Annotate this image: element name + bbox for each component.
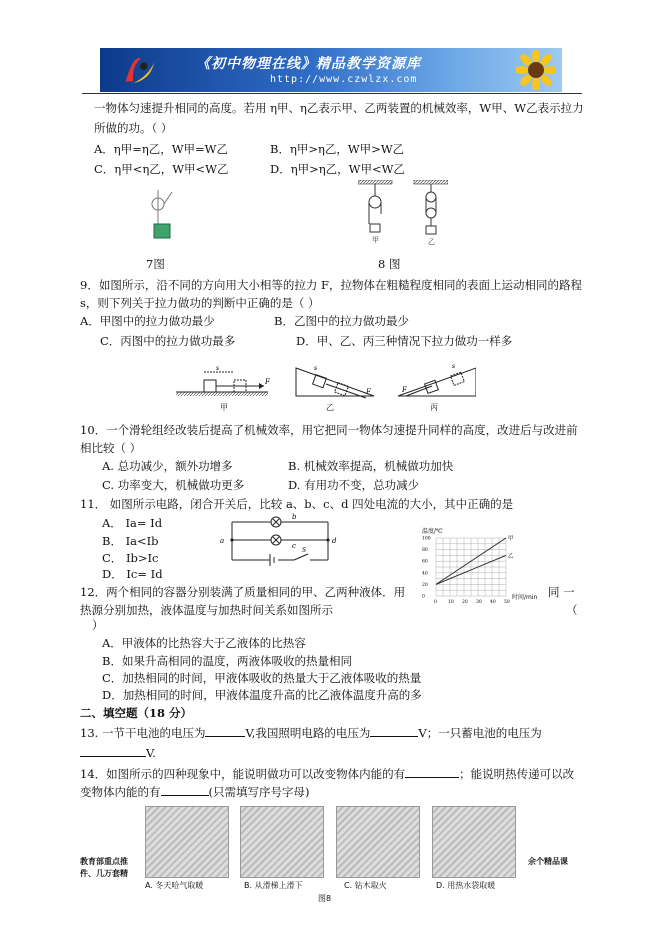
section-2-heading: 二、填空题（18 分） [80,706,193,720]
q13-blank-2[interactable] [370,725,418,737]
photo-caption-b: B. 从滑梯上滑下 [244,881,303,890]
q12-option-b: B．如果升高相同的温度，两液体吸收的热量相同 [102,654,352,668]
circuit-label-d: d [332,537,337,545]
graph-y-tick: 40 [422,571,428,577]
q14-blank-1[interactable] [405,766,459,778]
photo-a-breath-warming [145,806,229,878]
q12-temperature-graph [420,526,520,610]
photo-c-drill-fire [336,806,420,878]
side-note-right: 余个精品课 [528,857,568,866]
graph-series-yi-label: 乙 [508,553,514,560]
svg-text:乙: 乙 [428,238,435,246]
q8-stem-line1: 一物体匀速提升相同的高度。若用 η甲、η乙表示甲、乙两装置的机械效率，W甲、W乙表示拉力 [94,101,584,115]
q12-option-a: A．甲液体的比热容大于乙液体的比热容 [102,636,306,650]
q9-fig-label-bing: 丙 [430,403,438,412]
sunflower-icon [516,50,556,90]
photo-caption-a: A. 冬天哈气取暖 [145,881,204,890]
q12-stem-line1: 12．两个相同的容器分别装满了质量相同的甲、乙两种液体．用 [80,585,406,599]
graph-x-axis-label: 时间/min [512,594,538,601]
q14-text-d: (只需填写序号字母) [208,785,310,799]
banner-url[interactable]: http://www.czwlzx.com [270,74,418,85]
side-note-left-line1: 教育部重点推 [80,857,128,866]
site-logo-icon [120,52,158,88]
svg-text:s: s [452,363,456,370]
banner-title: 《初中物理在线》精品教学资源库 [196,56,421,72]
photo-caption-c: C. 钻木取火 [344,881,387,890]
q14-line2 [80,784,309,800]
svg-text:s: s [314,365,318,372]
q14-line1 [80,766,574,782]
graph-x-tick: 10 [448,600,454,605]
q14-text-b: ；能说明热传递可以改 [459,767,575,781]
graph-y-tick: 100 [422,536,431,542]
q8-option-b: B．η甲>η乙，W甲>W乙 [270,142,405,156]
q11-option-c: C． Ib>Ic [102,551,159,565]
q12-stem-line2: 热源分别加热，液体温度与加热时间关系如图所示 [80,603,333,617]
q9-stem-line1: 9．如图所示，沿不同的方向用大小相等的拉力 F，拉物体在粗糙程度相同的表面上运动相同的路程 [80,278,582,292]
q11-option-b: B． Ia<Ib [102,534,159,548]
q11-stem: 11． 如图所示电路，闭合开关后，比较 a、b、c、d 四处电流的大小，其中正确的是 [80,497,514,511]
graph-y-tick: 0 [422,594,425,600]
q14-text-a: 14．如图所示的四种现象中，能说明做功可以改变物体内能的有 [80,767,406,781]
graph-y-tick: 60 [422,559,428,565]
q9-option-d: D．甲、乙、丙三种情况下拉力做功一样多 [296,334,513,348]
q10-stem-line2: 相比较（ ） [80,441,142,455]
graph-y-tick: 80 [422,548,428,554]
q13-text-c: V；一只蓄电池的电压为 [418,726,542,740]
figure-7-label: 7图 [146,257,165,271]
graph-x-tick: 0 [434,600,437,605]
q8-stem-line2: 所做的功。（ ） [94,121,173,135]
q12-paren: （ [566,603,578,617]
q13-text-b: V,我国照明电路的电压为 [245,726,371,740]
q10-option-a: A. 总功减少，额外功增多 [102,459,233,473]
graph-series-jia-label: 甲 [508,536,514,542]
photo-d-hot-water-bag [432,806,516,878]
circuit-label-c: c [292,542,296,550]
q9-option-b: B．乙图中的拉力做功最少 [274,314,409,328]
q9-option-a: A．甲图中的拉力做功最少 [80,314,215,328]
figure-7-drawing [140,186,190,246]
q8-option-c: C．η甲<η乙，W甲<W乙 [94,162,229,176]
side-note-left [80,856,128,880]
q9-fig-label-jia: 甲 [220,403,228,412]
q10-option-b: B. 机械效率提高，机械做功加快 [288,459,454,473]
header-banner [100,48,562,92]
figure-8-pulleys [358,180,448,250]
q12-option-c: C．加热相同的时间，甲液体吸收的热量大于乙液体吸收的热量 [102,671,422,685]
q11-option-d: D． Ic= Id [102,567,163,581]
q10-option-c: C. 功率变大，机械做功更多 [102,478,245,492]
side-note-left-line2: 件、几万套精 [80,869,128,878]
q12-stem-line3: ） [92,618,104,632]
q13-text-d: V. [146,746,156,760]
q13-blank-1[interactable] [205,725,245,737]
q9-fig-label-yi: 乙 [326,403,334,412]
photo-b-slide [240,806,324,878]
q14-blank-2[interactable] [161,784,209,796]
q9-option-c: C．丙图中的拉力做功最多 [100,334,236,348]
q13-text-a: 13. 一节干电池的电压为 [80,726,206,740]
q14-text-c: 变物体内能的有 [80,785,161,799]
graph-y-axis-label: 温度/℃ [422,528,443,535]
photo-caption-d: D. 用热水袋取暖 [436,881,496,890]
q13-line2 [80,745,156,760]
graph-x-tick: 20 [462,600,468,605]
figure-8-bottom-label: 图8 [318,894,332,903]
graph-y-tick: 20 [422,582,428,588]
graph-x-tick: 50 [504,600,510,605]
q13-line [80,725,542,741]
q13-blank-3[interactable] [80,745,146,757]
svg-text:F: F [402,386,407,394]
circuit-label-b: b [292,513,297,521]
q12-stem-line1b: 同 一 [548,585,575,599]
svg-text:F: F [265,378,270,386]
q11-circuit-diagram [218,512,342,574]
circuit-label-a: a [220,537,225,545]
q10-option-d: D. 有用功不变，总功减少 [288,478,420,492]
q8-option-d: D．η甲>η乙，W甲<W乙 [270,162,405,176]
graph-x-tick: 30 [476,600,482,605]
q10-stem-line1: 10．一个滑轮组经改装后提高了机械效率，用它把同一物体匀速提升同样的高度，改进后与改进前 [80,423,578,437]
header-rule [82,93,582,94]
circuit-label-s: S [302,547,307,554]
q11-option-a: A． Ia= Id [102,516,163,530]
figure-8-label: 8 图 [378,257,401,271]
svg-text:s: s [216,365,220,372]
svg-text:甲: 甲 [372,236,379,244]
q8-option-a: A．η甲=η乙，W甲=W乙 [94,142,228,156]
q12-option-d: D．加热相同的时间，甲液体温度升高的比乙液体温度升高的多 [102,688,422,702]
graph-x-tick: 40 [490,600,496,605]
svg-text:F: F [366,388,371,396]
q9-stem-line2: s，则下列关于拉力做功的判断中正确的是（ ） [80,296,320,310]
